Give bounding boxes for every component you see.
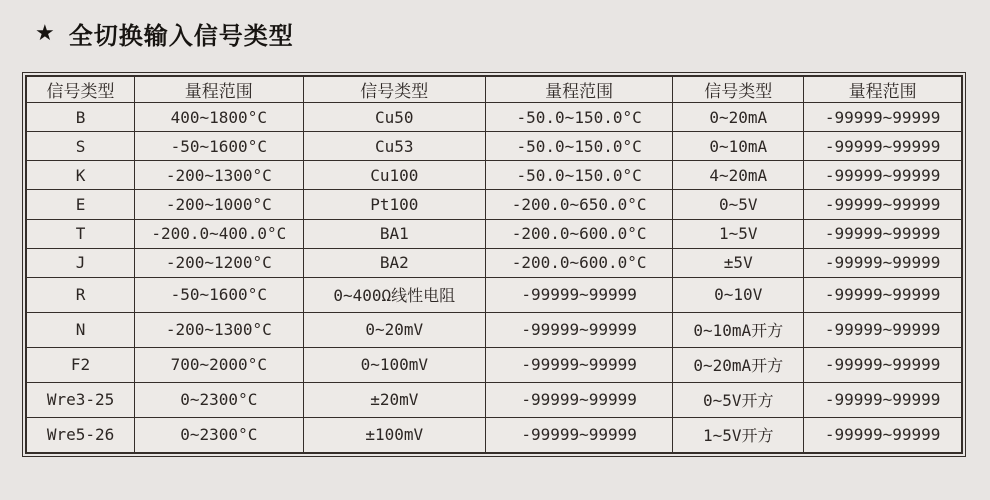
signal-type-cell: F2	[26, 347, 135, 382]
range-cell: -200.0~650.0°C	[486, 190, 673, 219]
signal-type-cell: Wre5-26	[26, 417, 135, 453]
table-row	[26, 312, 962, 347]
table-row	[26, 132, 962, 161]
signal-type-cell: E	[26, 190, 135, 219]
signal-type-cell: ±20mV	[303, 382, 486, 417]
range-cell: -200~1300°C	[135, 312, 303, 347]
table-row	[26, 417, 962, 453]
range-cell: -200.0~600.0°C	[486, 219, 673, 248]
table-row	[26, 190, 962, 219]
signal-type-cell: 0~20mA开方	[673, 347, 804, 382]
range-cell: -99999~99999	[486, 382, 673, 417]
range-cell: 700~2000°C	[135, 347, 303, 382]
signal-type-cell: ±100mV	[303, 417, 486, 453]
range-cell: -200~1200°C	[135, 248, 303, 277]
table-row	[26, 277, 962, 312]
signal-type-cell: T	[26, 219, 135, 248]
range-cell: -99999~99999	[486, 417, 673, 453]
range-cell: -50.0~150.0°C	[486, 161, 673, 190]
signal-type-cell: R	[26, 277, 135, 312]
signal-type-cell: Cu50	[303, 103, 486, 132]
range-cell: -200~1300°C	[135, 161, 303, 190]
range-cell: -99999~99999	[804, 417, 962, 453]
signal-type-cell: 0~5V开方	[673, 382, 804, 417]
header-row	[26, 76, 962, 103]
header-signal-type: 信号类型	[26, 76, 135, 103]
table-head	[26, 76, 962, 103]
header-range: 量程范围	[486, 76, 673, 103]
table-row	[26, 161, 962, 190]
range-cell: -99999~99999	[804, 190, 962, 219]
range-cell: -99999~99999	[804, 248, 962, 277]
signal-type-cell: 0~100mV	[303, 347, 486, 382]
page-title-text: 全切换输入信号类型	[68, 22, 294, 50]
signal-type-cell: 0~20mA	[673, 103, 804, 132]
range-cell: -50~1600°C	[135, 132, 303, 161]
signal-type-cell: BA1	[303, 219, 486, 248]
range-cell: -50.0~150.0°C	[486, 132, 673, 161]
range-cell: -99999~99999	[804, 312, 962, 347]
signal-type-cell: 1~5V开方	[673, 417, 804, 453]
table-row	[26, 248, 962, 277]
signal-type-cell: 0~10mA	[673, 132, 804, 161]
signal-type-cell: K	[26, 161, 135, 190]
table-body	[26, 103, 962, 454]
range-cell: -99999~99999	[486, 347, 673, 382]
table-row	[26, 347, 962, 382]
range-cell: -200.0~400.0°C	[135, 219, 303, 248]
signal-type-cell: BA2	[303, 248, 486, 277]
signal-type-table	[25, 75, 963, 454]
signal-type-cell: 0~5V	[673, 190, 804, 219]
range-cell: -99999~99999	[804, 161, 962, 190]
range-cell: -99999~99999	[804, 103, 962, 132]
signal-type-cell: J	[26, 248, 135, 277]
signal-type-cell: N	[26, 312, 135, 347]
header-signal-type: 信号类型	[303, 76, 486, 103]
range-cell: -99999~99999	[804, 382, 962, 417]
range-cell: -99999~99999	[804, 219, 962, 248]
range-cell: 0~2300°C	[135, 417, 303, 453]
range-cell: -50~1600°C	[135, 277, 303, 312]
range-cell: -99999~99999	[804, 277, 962, 312]
signal-type-cell: Cu100	[303, 161, 486, 190]
signal-type-cell: 0~10mA开方	[673, 312, 804, 347]
range-cell: -99999~99999	[804, 132, 962, 161]
range-cell: -99999~99999	[486, 312, 673, 347]
header-range: 量程范围	[804, 76, 962, 103]
table-row	[26, 382, 962, 417]
table-row	[26, 103, 962, 132]
page-title	[35, 16, 294, 51]
range-cell: -200.0~600.0°C	[486, 248, 673, 277]
range-cell: -200~1000°C	[135, 190, 303, 219]
header-signal-type: 信号类型	[673, 76, 804, 103]
header-range: 量程范围	[135, 76, 303, 103]
range-cell: -99999~99999	[804, 347, 962, 382]
table-row	[26, 219, 962, 248]
signal-type-cell: Pt100	[303, 190, 486, 219]
signal-type-cell: 0~10V	[673, 277, 804, 312]
signal-type-cell: 4~20mA	[673, 161, 804, 190]
star-icon: ★	[35, 21, 56, 46]
range-cell: -99999~99999	[486, 277, 673, 312]
signal-type-cell: Cu53	[303, 132, 486, 161]
range-cell: 400~1800°C	[135, 103, 303, 132]
signal-type-cell: B	[26, 103, 135, 132]
signal-table-wrap	[25, 75, 963, 454]
range-cell: -50.0~150.0°C	[486, 103, 673, 132]
signal-type-cell: 0~400Ω线性电阻	[303, 277, 486, 312]
signal-type-cell: Wre3-25	[26, 382, 135, 417]
signal-type-cell: 0~20mV	[303, 312, 486, 347]
range-cell: 0~2300°C	[135, 382, 303, 417]
signal-type-cell: 1~5V	[673, 219, 804, 248]
signal-type-cell: S	[26, 132, 135, 161]
signal-type-cell: ±5V	[673, 248, 804, 277]
